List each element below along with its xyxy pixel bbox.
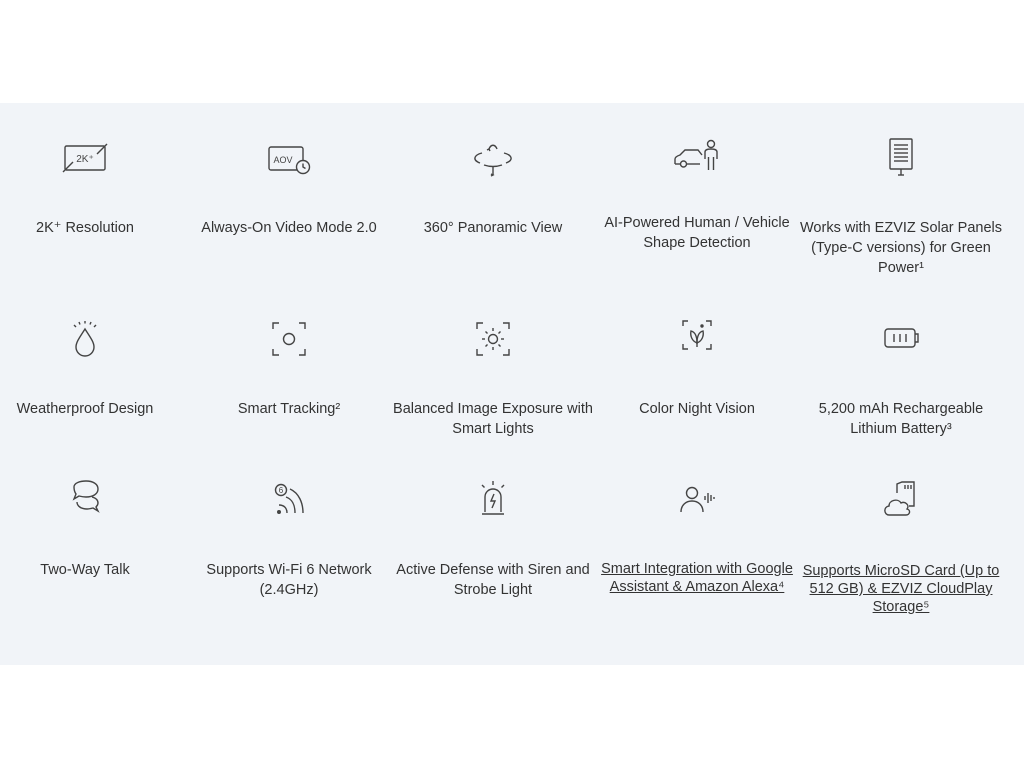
- chat-bubbles-icon: [60, 479, 110, 519]
- feature-label: 2K⁺ Resolution: [36, 220, 134, 236]
- smart-integration-link[interactable]: Smart Integration with Google Assistant & Amazon Alexa⁴: [601, 561, 793, 595]
- features-panel: [0, 103, 1024, 665]
- feature-label: Always-On Video Mode 2.0: [201, 220, 377, 236]
- feature-label: Balanced Image Exposure with Smart Lights: [393, 401, 593, 437]
- siren-icon: [468, 479, 518, 519]
- feature-label: Weatherproof Design: [16, 401, 154, 417]
- aov-clock-icon: [264, 139, 314, 179]
- feature-label: Color Night Vision: [639, 401, 755, 417]
- feature-label: 5,200 mAh Rechargeable Lithium Battery³: [818, 401, 984, 437]
- feature-label: Supports Wi-Fi 6 Network (2.4GHz): [206, 562, 372, 598]
- svg-text:AOV: AOV: [273, 155, 293, 165]
- panoramic-rotate-icon: [468, 139, 518, 179]
- resolution-2k-icon: [60, 139, 110, 179]
- voice-user-icon: [672, 479, 722, 519]
- feature-label: Active Defense with Siren and Strobe Light: [396, 562, 590, 598]
- night-vision-icon: [672, 317, 722, 357]
- wifi6-icon: [264, 479, 314, 519]
- battery-icon: [876, 319, 926, 359]
- exposure-sun-icon: [468, 319, 518, 359]
- feature-label: Smart Tracking²: [237, 401, 341, 417]
- feature-label: Works with EZVIZ Solar Panels (Type-C versions) for Green Power¹: [800, 220, 1002, 276]
- feature-label: 360° Panoramic View: [423, 220, 563, 236]
- human-vehicle-icon: [672, 137, 722, 177]
- feature-label: Two-Way Talk: [40, 562, 130, 578]
- svg-text:6: 6: [278, 486, 284, 495]
- tracking-frame-icon: [264, 319, 314, 359]
- feature-label: AI-Powered Human / Vehicle Shape Detection: [604, 215, 790, 251]
- water-drop-icon: [60, 319, 110, 359]
- storage-link[interactable]: Supports MicroSD Card (Up to 512 GB) & EZVIZ CloudPlay Storage⁵: [802, 563, 1000, 615]
- svg-text:2K⁺: 2K⁺: [76, 154, 94, 165]
- sdcard-cloud-icon: [876, 479, 926, 519]
- solar-panel-icon: [876, 137, 926, 177]
